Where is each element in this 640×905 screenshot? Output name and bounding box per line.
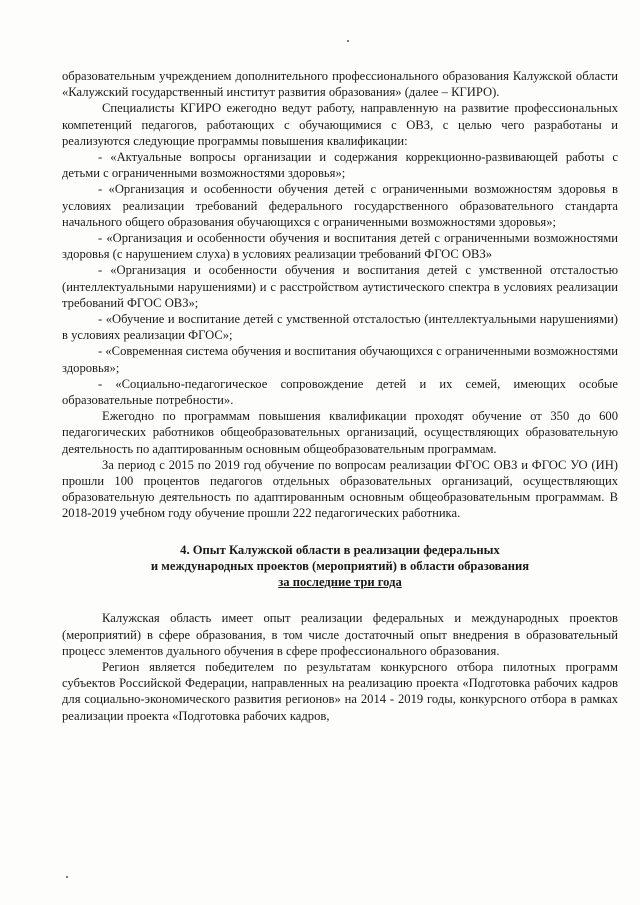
paragraph-annual-training: Ежегодно по программам повышения квалификации проходят обучение от 350 до 600 педагогических работников общеобразовательных организаций, осуществляющих образовательную деятельность по адаптированным основным общеобразовательным программам.: [62, 409, 618, 456]
section-heading-line: и международных проектов (мероприятий) в области образования: [150, 558, 530, 573]
paragraph-kgiro-work: Специалисты КГИРО ежегодно ведут работу, направленную на развитие профессиональных компетенций педагогов, работающих с обучающимися с ОВЗ, с целью чего разработаны и реализуются следующие программы повышения квалификации:: [62, 101, 618, 148]
program-item: - «Обучение и воспитание детей с умственной отсталостью (интеллектуальными нарушениями) в условиях реализации ФГОС»;: [62, 312, 618, 343]
program-item: - «Организация и особенности обучения и воспитания детей с ограниченными возможностями здоровья (с нарушением слуха) в условиях реализации требований ФГОС ОВЗ»: [62, 231, 618, 262]
section-heading-line: 4. Опыт Калужской области в реализации федеральных: [180, 542, 500, 557]
section-heading-line: за последние три года: [278, 575, 402, 590]
paragraph-experience: Калужская область имеет опыт реализации федеральных и международных проектов (мероприятий) в сфере образования, в том числе достаточный опыт внедрения в образовательный процесс элементов дуального обучения в сфере профессионального образования.: [62, 611, 618, 658]
scan-speck: [66, 876, 68, 878]
program-item: - «Актуальные вопросы организации и содержания коррекционно-развивающей работы с детьми с ограниченными возможностями здоровья»;: [62, 150, 618, 181]
document-body: [62, 68, 618, 724]
program-item: - «Социально-педагогическое сопровождение детей и их семей, имеющих особые образовательные потребности».: [62, 376, 618, 408]
program-item: - «Организация и особенности обучения и воспитания детей с умственной отсталостью (интеллектуальными нарушениями) и с расстройством аутистического спектра в условиях реализации требований ФГОС ОВЗ»;: [62, 263, 618, 310]
scan-speck: [347, 40, 349, 42]
paragraph-period-training: За период с 2015 по 2019 год обучение по вопросам реализации ФГОС ОВЗ и ФГОС УО (ИН) прошли 100 процентов педагогов отдельных образовательных организаций, осуществляющих образовательную деятельность по адаптированным основным общеобразовательным программам. В 2018-2019 учебном году обучение прошли 222 педагогических работника.: [62, 457, 618, 521]
program-item: - «Современная система обучения и воспитания обучающихся с ограниченными возможностями здоровья»;: [62, 344, 618, 375]
paragraph-winner: Регион является победителем по результатам конкурсного отбора пилотных программ субъектов Российской Федерации, направленных на реализацию проекта «Подготовка рабочих кадров для социально-экономического развития регионов» на 2014 - 2019 годы, конкурсного отбора в рамках реализации проекта «Подготовка рабочих кадров,: [62, 659, 618, 723]
paragraph-institution: образовательным учреждением дополнительного профессионального образования Калужской области «Калужский государственный институт развития образования» (далее – КГИРО).: [62, 69, 618, 100]
program-item: - «Организация и особенности обучения детей с ограниченными возможностям здоровья в условиях реализации требований федерального государственного образовательного стандарта начального общего образования обучающихся с ограниченными возможностями здоровья»;: [62, 182, 618, 229]
section-heading: [62, 542, 618, 591]
